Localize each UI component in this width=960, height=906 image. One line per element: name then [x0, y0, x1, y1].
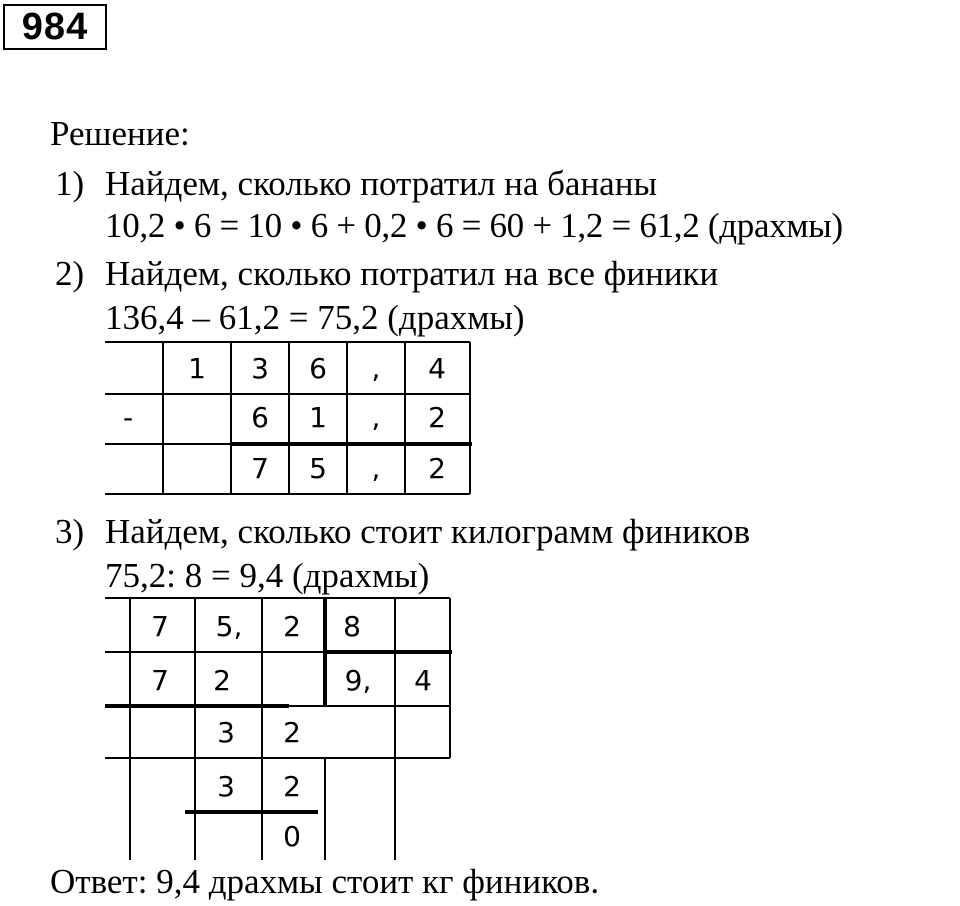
sub-cell-r2c4: , — [371, 452, 381, 485]
sub-cell-r0c4: , — [371, 352, 381, 385]
div-cell-r3c3: 2 — [283, 770, 301, 803]
step-3-marker: 3) — [55, 512, 85, 551]
step-1-expression: 10,2 • 6 = 10 • 6 + 0,2 • 6 = 60 + 1,2 = 61,2 (драхмы) — [105, 206, 843, 245]
sub-cell-r1c3: 1 — [309, 401, 327, 434]
sub-cell-r1c0: - — [122, 401, 134, 434]
div-cell-r1c5: 4 — [414, 664, 432, 697]
step-3-title: Найдем, сколько стоит килограмм фиников — [105, 512, 751, 551]
div-cell-r0c4: 8 — [343, 610, 361, 643]
div-cell-r3c2: 3 — [217, 770, 235, 803]
div-cell-r2c3: 2 — [283, 716, 301, 749]
step-2-title: Найдем, сколько потратил на все финики — [105, 254, 719, 293]
div-cell-r1c4: 9, — [344, 664, 372, 697]
problem-number: 984 — [3, 4, 107, 50]
div-cell-r1c2: 2 — [213, 664, 231, 697]
sub-cell-r0c3: 6 — [309, 352, 327, 385]
step-1-title: Найдем, сколько потратил на бананы — [105, 164, 657, 203]
sub-cell-r2c5: 2 — [428, 452, 446, 485]
step-2-expression: 136,4 – 61,2 = 75,2 (драхмы) — [105, 298, 525, 337]
div-cell-r2c2: 3 — [217, 716, 235, 749]
subtraction-digits — [123, 352, 446, 485]
sub-cell-r0c1: 1 — [188, 352, 206, 385]
div-cell-r4c3: 0 — [283, 820, 301, 853]
division-digits — [151, 610, 432, 853]
solution-heading: Решение: — [50, 114, 190, 153]
answer-text: Ответ: 9,4 драхмы стоит кг фиников. — [50, 862, 600, 901]
subtraction-grid — [105, 342, 472, 494]
step-1-marker: 1) — [55, 164, 85, 203]
div-cell-r1c1: 7 — [151, 664, 169, 697]
sub-cell-r2c3: 5 — [309, 452, 327, 485]
sub-cell-r0c5: 4 — [428, 352, 446, 385]
sub-cell-r0c2: 3 — [251, 352, 269, 385]
div-cell-r0c3: 2 — [283, 610, 301, 643]
div-cell-r0c1: 7 — [151, 610, 169, 643]
sub-cell-r2c2: 7 — [251, 452, 269, 485]
sub-cell-r1c5: 2 — [428, 401, 446, 434]
step-2-marker: 2) — [55, 254, 85, 293]
sub-cell-r1c4: , — [371, 401, 381, 434]
step-3-expression: 75,2: 8 = 9,4 (драхмы) — [105, 556, 430, 595]
sub-cell-r1c2: 6 — [251, 401, 269, 434]
div-cell-r0c2: 5, — [215, 610, 243, 643]
